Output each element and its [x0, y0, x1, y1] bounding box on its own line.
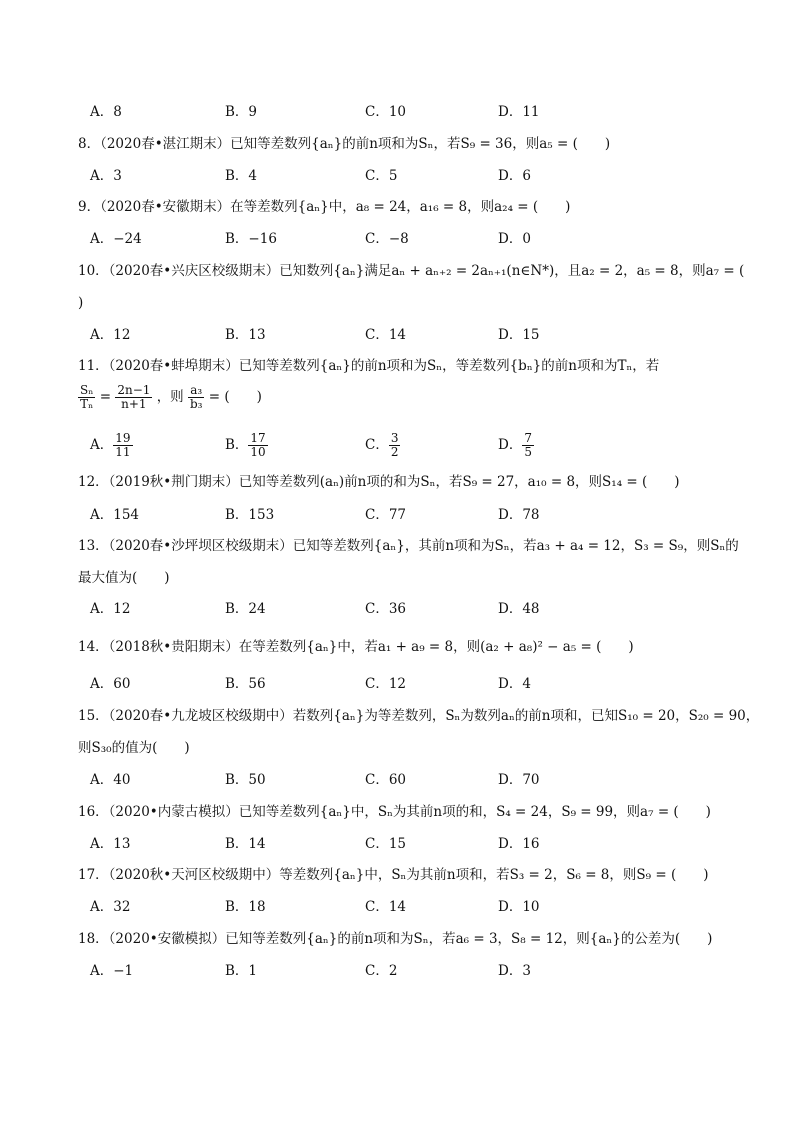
option-d: D．11	[498, 104, 540, 120]
question-11-stem: 11．（2020春•蚌埠期末）已知等差数列{aₙ}的前n项和为Sₙ，等差数列{bₙ}的前n项和为Tₙ，若	[78, 358, 660, 374]
option-b: B． $\frac{17}{10}$	[225, 431, 266, 459]
option-d: D．78	[498, 507, 540, 523]
option-d: D．6	[498, 168, 531, 184]
option-d: D．16	[498, 836, 540, 852]
option-c: C．36	[365, 601, 407, 617]
question-13-stem-cont: 最大值为( )	[78, 570, 170, 586]
option-b: B．18	[225, 899, 266, 915]
option-c: C．14	[365, 899, 407, 915]
option-a: A． $\frac{19}{11}$	[90, 431, 131, 459]
option-d: D．10	[498, 899, 540, 915]
question-14-stem: 14．（2018秋•贵阳期末）在等差数列{aₙ}中，若a₁ + a₉ = 8，则(a₂ + a₈)² − a₅ = ( )	[78, 639, 634, 655]
question-10-stem: 10．（2020春•兴庆区校级期末）已知数列{aₙ}满足aₙ + aₙ₊₂ = 2aₙ₊₁(n∈N*)，且a₂ = 2，a₅ = 8，则a₇ = (	[78, 263, 745, 279]
option-a: A．−24	[90, 231, 142, 247]
option-a: A．60	[90, 676, 131, 692]
option-d: D．15	[498, 327, 540, 343]
option-d: D．48	[498, 601, 540, 617]
option-b: B．−16	[225, 231, 277, 247]
question-12-stem: 12．（2019秋•荆门期末）已知等差数列(aₙ)前n项的和为Sₙ，若S₉ = 27，a₁₀ = 8，则S₁₄ = ( )	[78, 474, 680, 490]
option-d: D．70	[498, 772, 540, 788]
option-c: C．10	[365, 104, 407, 120]
option-c: C．12	[365, 676, 407, 692]
question-11-formula: $\frac{\text{Sₙ}}{\text{Tₙ}}$ = $\frac{2n-1}{n+1}$ ，则 $\frac{\text{a₃}}{\text{b₃}}$ = ( )	[80, 383, 262, 411]
ratio-a-b: $\frac{\text{a₃}}{\text{b₃}}$	[189, 383, 203, 411]
option-c: C．14	[365, 327, 407, 343]
option-b: B．1	[225, 963, 258, 979]
option-a: A．12	[90, 327, 131, 343]
question-8-stem: 8．（2020春•湛江期末）已知等差数列{aₙ}的前n项和为Sₙ，若S₉ = 36，则a₅ = ( )	[78, 136, 611, 152]
option-d: D．3	[498, 963, 531, 979]
option-d: D．4	[498, 676, 531, 692]
option-b: B．50	[225, 772, 266, 788]
option-b: B．24	[225, 601, 266, 617]
question-13-stem: 13．（2020春•沙坪坝区校级期末）已知等差数列{aₙ}，其前n项和为Sₙ，若a₃ + a₄ = 12，S₃ = S₉，则Sₙ的	[78, 538, 739, 554]
option-a: A．32	[90, 899, 131, 915]
ratio-expression: $\frac{2n-1}{n+1}$	[117, 383, 151, 411]
option-a: A．154	[90, 507, 140, 523]
option-d: D． $\frac{7}{5}$	[498, 431, 532, 459]
question-10-stem-cont: )	[78, 295, 84, 311]
option-c: C． $\frac{3}{2}$	[365, 431, 399, 459]
option-c: C．77	[365, 507, 407, 523]
ratio-s-t: $\frac{\text{Sₙ}}{\text{Tₙ}}$	[80, 383, 94, 411]
question-9-stem: 9．（2020春•安徽期末）在等差数列{aₙ}中，a₈ = 24，a₁₆ = 8，则a₂₄ = ( )	[78, 199, 571, 215]
question-18-stem: 18．（2020•安徽模拟）已知等差数列{aₙ}的前n项和为Sₙ，若a₆ = 3，S₈ = 12，则{aₙ}的公差为( )	[78, 931, 713, 947]
option-b: B．4	[225, 168, 258, 184]
option-c: C．15	[365, 836, 407, 852]
option-a: A．−1	[90, 963, 134, 979]
option-b: B．13	[225, 327, 266, 343]
question-15-stem-cont: 则S₃₀的值为( )	[78, 740, 190, 756]
option-b: B．56	[225, 676, 266, 692]
question-16-stem: 16．（2020•内蒙古模拟）已知等差数列{aₙ}中，Sₙ为其前n项的和，S₄ = 24，S₉ = 99，则a₇ = ( )	[78, 804, 711, 820]
option-c: C．5	[365, 168, 398, 184]
option-b: B．9	[225, 104, 258, 120]
option-b: B．153	[225, 507, 275, 523]
option-a: A．8	[90, 104, 122, 120]
option-a: A．13	[90, 836, 131, 852]
question-15-stem: 15．（2020春•九龙坡区校级期中）若数列{aₙ}为等差数列，Sₙ为数列aₙ的前n项和，已知S₁₀ = 20，S₂₀ = 90，	[78, 708, 760, 724]
option-a: A．3	[90, 168, 122, 184]
option-c: C．−8	[365, 231, 409, 247]
option-d: D．0	[498, 231, 531, 247]
question-17-stem: 17．（2020秋•天河区校级期中）等差数列{aₙ}中，Sₙ为其前n项和，若S₃ = 2，S₆ = 8，则S₉ = ( )	[78, 867, 709, 883]
option-c: C．60	[365, 772, 407, 788]
option-a: A．40	[90, 772, 131, 788]
option-b: B．14	[225, 836, 266, 852]
option-a: A．12	[90, 601, 131, 617]
option-c: C．2	[365, 963, 398, 979]
